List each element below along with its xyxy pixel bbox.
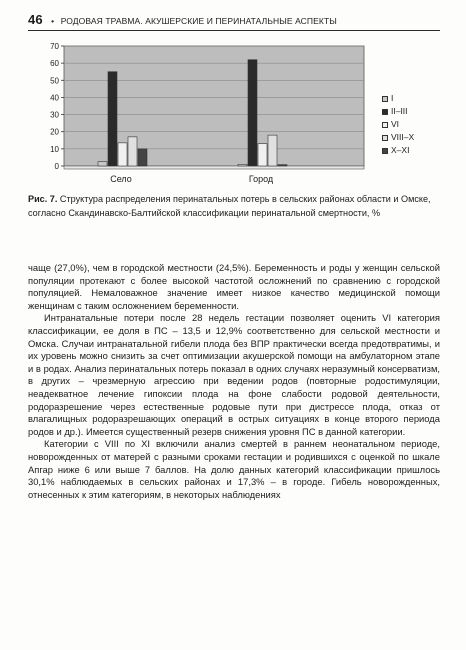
paragraph-2: Интранатальные потери после 28 недель гестации позволяет оценить VI категория классификации, ее доля в ПС – 13,5 и 12,9% соответственно для сельской местности и Омска. Случаи интранатальной гибели плода без ВПР практически всегда предотвратимы, и их уровень можно снизить за счет оптимизации акушерской помощи на амбулаторном этапе и в родах. Анализ перинатальных потерь показал в одних случаях неразумный консерватизм, в других – чрезмерную агрессию при ведении родов (повторные родостимуляции, неадекватное лечение гипоксии плода на фоне слабости родовой деятельности, родоразрешение через естественные родовые пути при дистрессе плода, отказ от влагалищных родоразрешающих операций в острых ситуациях в конце второго периода родов и др.). Имеется существенный резерв снижения уровня ПС в данной категории. [28,312,440,437]
y-tick-label: 20 [50,127,59,137]
legend-swatch [382,135,388,141]
y-tick-label: 50 [50,76,59,86]
legend-swatch [382,148,388,154]
legend-swatch [382,109,388,115]
bar [268,135,277,166]
chart-legend [382,92,414,157]
legend-label: X–XI [391,145,410,155]
paragraph-1: чаще (27,0%), чем в городской местности (24,5%). Беременность и роды у женщин сельской популяции протекают с более высокой частотой осложнений по сравнению с городской популяцией. Немаловажное значение имеет низкое качество медицинской помощи женщинам с таким осложнением беременности. [28,262,440,311]
running-header [28,12,440,31]
paragraph-3: Категории с VIII по XI включили анализ смертей в раннем неонатальном периоде, новорожденных от матерей с разными сроками гестации и родившихся с оценкой по шкале Апгар ниже 6 или выше 7 баллов. На долю данных категорий классификации пришлось 30,1% наблюдаемых в сельских районах и 17,3% – в городе. Гибель новорожденных, отнесенных к этим категориям, в некоторых наблюдениях [28,438,440,500]
legend-item [382,105,414,118]
legend-label: II–III [391,106,408,116]
chart-floor [64,166,364,169]
figure-caption [28,193,440,220]
legend-label: I [391,93,394,103]
bar [118,143,127,166]
bar [128,137,137,166]
x-tick-label: Село [110,174,132,184]
bar [258,144,267,166]
chart-canvas [28,38,368,188]
legend-item [382,92,414,105]
body-text [28,262,440,501]
y-tick-label: 70 [50,42,59,51]
y-tick-label: 10 [50,144,59,154]
bar [238,164,247,166]
bar [248,60,257,166]
bar [98,162,107,166]
legend-item [382,118,414,131]
legend-swatch [382,96,388,102]
y-tick-label: 30 [50,110,59,120]
legend-item [382,144,414,157]
caption-text: Структура распределения перинатальных потерь в сельских районах области и Омске, согласно Скандинавско-Балтийской классификации перинатальной смертности, % [28,194,431,218]
bar-chart [28,38,368,188]
bar [108,72,117,166]
y-tick-label: 0 [54,162,59,171]
bar [278,165,287,166]
y-tick-label: 40 [50,93,59,103]
header-bullet: • [51,16,55,26]
page-number: 46 [28,12,43,27]
legend-item [382,131,414,144]
bar [138,149,147,166]
legend-label: VIII–X [391,132,415,142]
y-tick-label: 60 [50,59,59,69]
legend-swatch [382,122,388,128]
legend-label: VI [391,119,400,129]
running-title: РОДОВАЯ ТРАВМА. АКУШЕРСКИЕ И ПЕРИНАТАЛЬНЫЕ АСПЕКТЫ [60,16,337,26]
caption-label: Рис. 7. [28,194,58,204]
x-tick-label: Город [248,174,274,184]
